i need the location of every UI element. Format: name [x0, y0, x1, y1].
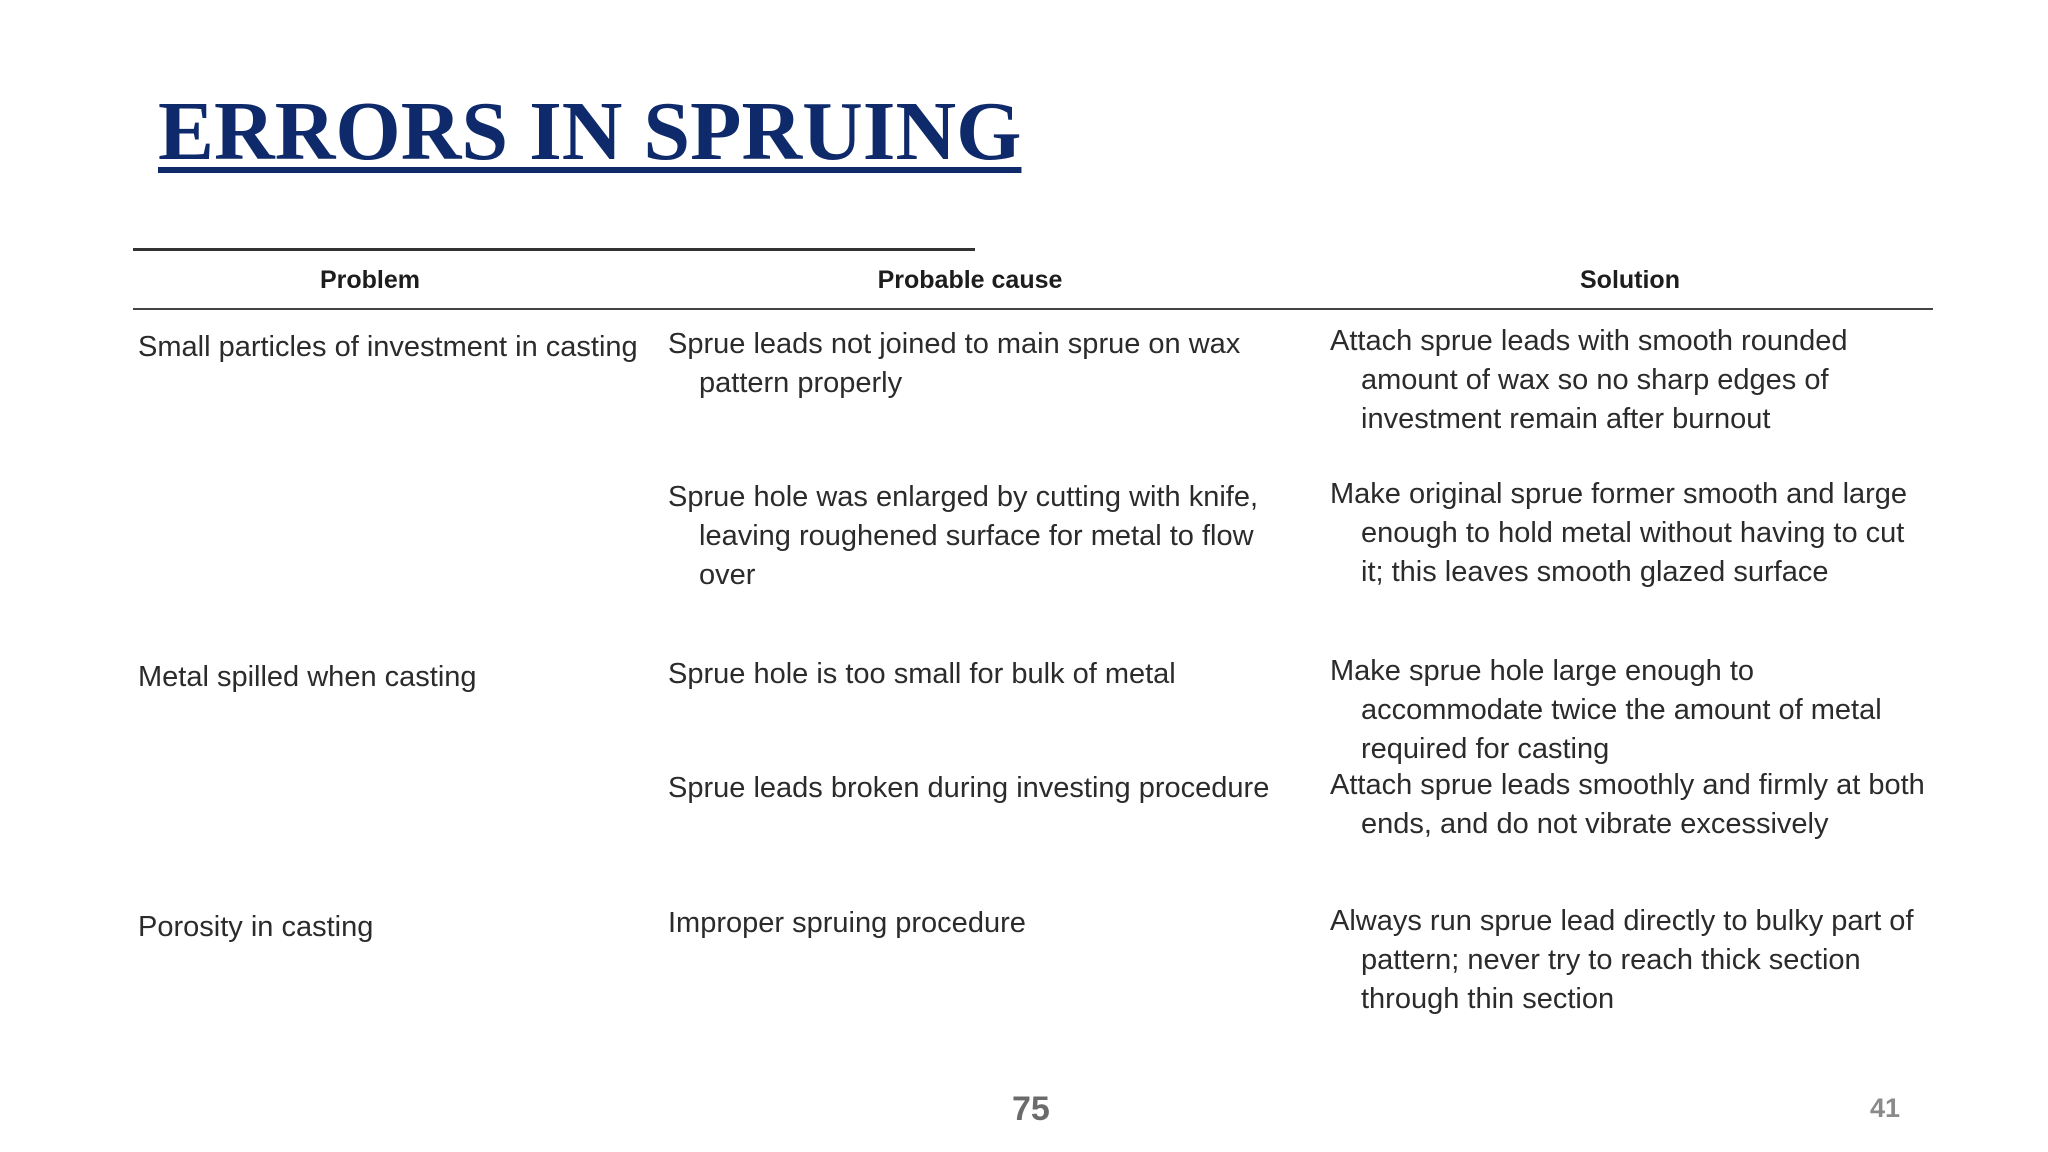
row-2-cause: Sprue hole was enlarged by cutting with knife, leaving roughened surface for metal to flow over: [668, 481, 1259, 591]
header-probable-cause: Probable cause: [877, 266, 1063, 294]
slide-title: ERRORS IN SPRUING: [158, 85, 1022, 178]
row-1-cause: Sprue leads not joined to main sprue on wax pattern properly: [668, 328, 1241, 399]
row-1-solution: Attach sprue leads with smooth rounded amount of wax so no sharp edges of investment remain after burnout: [1330, 325, 1848, 435]
row-4-solution: Attach sprue leads smoothly and firmly at both ends, and do not vibrate excessively: [1330, 769, 1925, 840]
header-solution: Solution: [1580, 266, 1680, 294]
row-2-solution: Make original sprue former smooth and large enough to hold metal without having to cut it; this leaves smooth glazed surface: [1330, 478, 1908, 588]
row-3-solution: Make sprue hole large enough to accommodate twice the amount of metal required for casting: [1330, 655, 1882, 765]
row-3-problem: Metal spilled when casting: [138, 661, 477, 693]
row-5-cause: Improper spruing procedure: [668, 907, 1026, 939]
row-4-cause: Sprue leads broken during investing procedure: [668, 772, 1270, 804]
header-problem: Problem: [319, 266, 421, 294]
table-top-rule: [133, 248, 975, 251]
source-page-number: 75: [1012, 1090, 1050, 1128]
row-1-problem: Small particles of investment in casting: [138, 331, 638, 363]
table-header-rule: [133, 308, 1933, 310]
row-5-solution: Always run sprue lead directly to bulky part of pattern; never try to reach thick section through thin section: [1330, 905, 1914, 1015]
slide-number: 41: [1870, 1093, 1901, 1123]
row-3-cause: Sprue hole is too small for bulk of metal: [668, 658, 1176, 690]
row-5-problem: Porosity in casting: [138, 911, 374, 943]
